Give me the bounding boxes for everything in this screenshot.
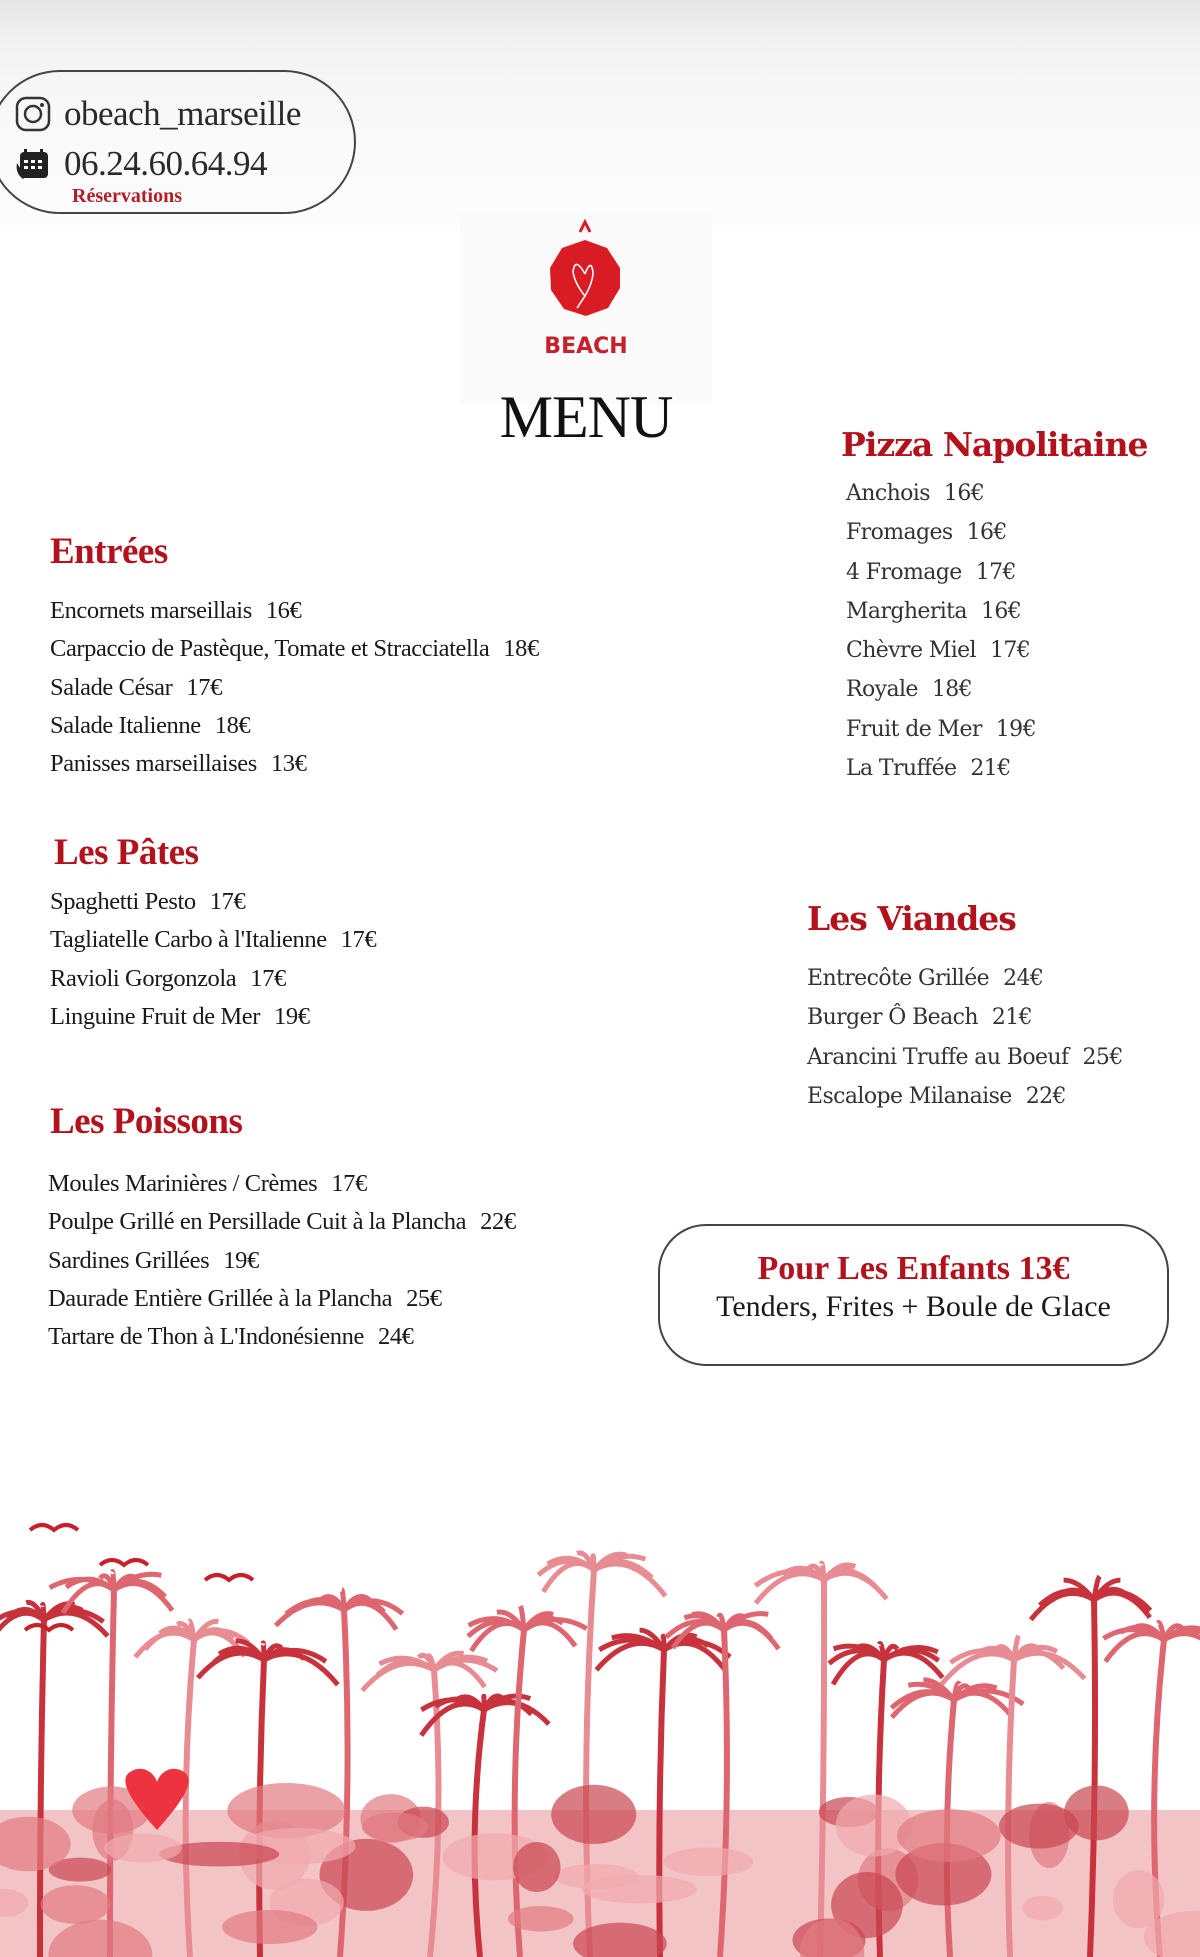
menu-item-name: Arancini Truffe au Boeuf [807, 1044, 1069, 1070]
foliage-bush [41, 1885, 111, 1924]
menu-item-price: 13€ [270, 750, 307, 778]
menu-item-price: 19€ [995, 716, 1036, 742]
menu-item-price: 16€ [943, 481, 985, 506]
menu-item-name: Margherita [846, 598, 967, 624]
menu-item-name: Salade Italienne [50, 711, 201, 739]
section-entrees [50, 530, 539, 783]
foliage-bush [222, 1910, 317, 1944]
menu-item-name: Entrecôte Grillée [807, 966, 990, 991]
menu-item-price: 22€ [480, 1208, 516, 1236]
menu-item [50, 707, 539, 745]
foliage-bush [554, 1864, 638, 1889]
foliage-bush [508, 1906, 574, 1931]
menu-item-name: Tagliatelle Carbo à l'Italienne [50, 926, 327, 954]
foliage-bush [362, 1812, 428, 1841]
section-title: Pizza Napolitaine [841, 425, 1148, 464]
menu-item-price: 17€ [340, 926, 377, 954]
section-viandes [807, 897, 1123, 1116]
calendar-phone-icon [14, 145, 52, 183]
foliage-bush [1113, 1870, 1164, 1928]
menu-item-name: 4 Fromage [846, 559, 962, 585]
kids-menu-description: Tenders, Frites + Boule de Glace [716, 1290, 1111, 1323]
menu-item [807, 1077, 1123, 1116]
menu-item-name: Ravioli Gorgonzola [50, 964, 237, 992]
obeach-logo [460, 212, 712, 404]
menu-item-name: Panisses marseillaises [50, 750, 257, 778]
menu-item [50, 630, 539, 668]
menu-item [50, 669, 539, 707]
menu-item-name: Daurade Entière Grillée à la Plancha [48, 1284, 393, 1312]
menu-item-price: 16€ [265, 597, 302, 624]
section-pates [50, 831, 377, 1036]
menu-item-price: 17€ [209, 888, 246, 915]
menu-item-name: Linguine Fruit de Mer [50, 1002, 261, 1030]
instagram-row[interactable] [14, 94, 301, 134]
menu-item-name: Chèvre Miel [846, 638, 976, 664]
menu-item-price: 18€ [214, 711, 251, 739]
page-title: MENU [499, 384, 673, 450]
menu-item [50, 921, 376, 959]
menu-item-price: 19€ [274, 1002, 310, 1030]
menu-item-price: 17€ [990, 638, 1031, 664]
logo-text: BEACH [544, 334, 628, 359]
contact-card [0, 70, 356, 214]
menu-item-name: Burger Ô Beach [807, 1005, 978, 1031]
menu-item-name: Anchois [846, 481, 930, 506]
menu-item-name: Tartare de Thon à L'Indonésienne [48, 1323, 364, 1351]
menu-item [50, 592, 539, 630]
menu-item [846, 710, 1148, 749]
menu-item-price: 21€ [991, 1005, 1033, 1031]
menu-item-price: 25€ [406, 1284, 442, 1312]
menu-item [846, 592, 1148, 631]
section-pizza [841, 423, 1148, 788]
foliage-bush [663, 1847, 753, 1876]
menu-item [48, 1203, 516, 1241]
menu-item [846, 474, 1148, 513]
menu-item-price: 17€ [250, 964, 286, 992]
logo-mark-icon [460, 212, 712, 404]
menu-item [846, 553, 1148, 592]
menu-item [807, 959, 1123, 998]
menu-item-price: 17€ [975, 559, 1016, 585]
section-title: Les Viandes [807, 899, 1016, 938]
menu-item-name: Moules Marinières / Crèmes [48, 1170, 318, 1197]
menu-item [846, 513, 1148, 552]
phone-row[interactable] [14, 144, 267, 184]
menu-item-name: Royale [846, 677, 918, 703]
menu-item [48, 1242, 516, 1280]
menu-item-name: Fruit de Mer [846, 716, 982, 742]
menu-item-price: 17€ [331, 1170, 367, 1197]
menu-item-name: Carpaccio de Pastèque, Tomate et Stracciatella [50, 635, 490, 663]
menu-item-price: 25€ [1082, 1044, 1123, 1070]
instagram-icon [14, 95, 52, 133]
section-title: Les Pâtes [54, 832, 199, 873]
menu-item [846, 749, 1148, 788]
foliage-bush [897, 1809, 1001, 1862]
section-poissons [50, 1100, 516, 1356]
menu-item-name: Escalope Milanaise [807, 1083, 1012, 1109]
menu-item [807, 998, 1123, 1037]
foliage-bush [513, 1842, 560, 1892]
foliage-bush [104, 1834, 182, 1863]
palm-tree-illustration [0, 1510, 1200, 1957]
section-title: Les Poissons [50, 1101, 243, 1142]
bird-icon [25, 1625, 73, 1630]
menu-item [50, 960, 376, 998]
menu-item [50, 745, 539, 783]
menu-item [846, 631, 1148, 670]
bird-icon [100, 1560, 148, 1565]
menu-item-price: 17€ [186, 673, 222, 701]
menu-item-name: Sardines Grillées [48, 1246, 210, 1274]
menu-item-name: La Truffée [846, 756, 957, 782]
phone-number[interactable]: 06.24.60.64.94 [64, 144, 267, 183]
kids-menu-title: Pour Les Enfants 13€ [757, 1250, 1070, 1287]
foliage-bush [1022, 1896, 1063, 1921]
kids-menu-box [658, 1224, 1169, 1366]
menu-item [807, 1038, 1123, 1077]
bird-icon [30, 1525, 78, 1530]
menu-item [48, 1280, 516, 1318]
section-title: Entrées [50, 531, 168, 572]
menu-item [846, 670, 1148, 709]
menu-item-name: Fromages [846, 520, 953, 546]
menu-item [50, 998, 376, 1036]
bird-icon [205, 1575, 253, 1580]
menu-item-name: Spaghetti Pesto [50, 888, 196, 915]
menu-item-name: Salade César [50, 673, 173, 701]
menu-item [48, 1318, 516, 1356]
menu-item-price: 16€ [966, 520, 1007, 546]
menu-item-price: 18€ [503, 635, 539, 663]
menu-item-name: Poulpe Grillé en Persillade Cuit à la Plancha [48, 1208, 467, 1236]
menu-item-price: 19€ [223, 1246, 259, 1274]
foliage-bush [551, 1785, 636, 1844]
reservations-label: Réservations [72, 185, 182, 207]
menu-item-price: 24€ [1003, 966, 1044, 991]
foliage-bush [836, 1795, 912, 1857]
menu-item-name: Encornets marseillais [50, 597, 252, 624]
menu-item [50, 883, 376, 921]
menu-item-price: 24€ [377, 1323, 414, 1351]
instagram-handle[interactable]: obeach_marseille [64, 94, 301, 133]
menu-item-price: 18€ [931, 677, 973, 703]
menu-item-price: 21€ [970, 756, 1011, 782]
menu-item-price: 16€ [980, 598, 1022, 624]
menu-item [48, 1165, 516, 1203]
menu-item-price: 22€ [1025, 1083, 1066, 1109]
foliage-bush [999, 1804, 1079, 1849]
